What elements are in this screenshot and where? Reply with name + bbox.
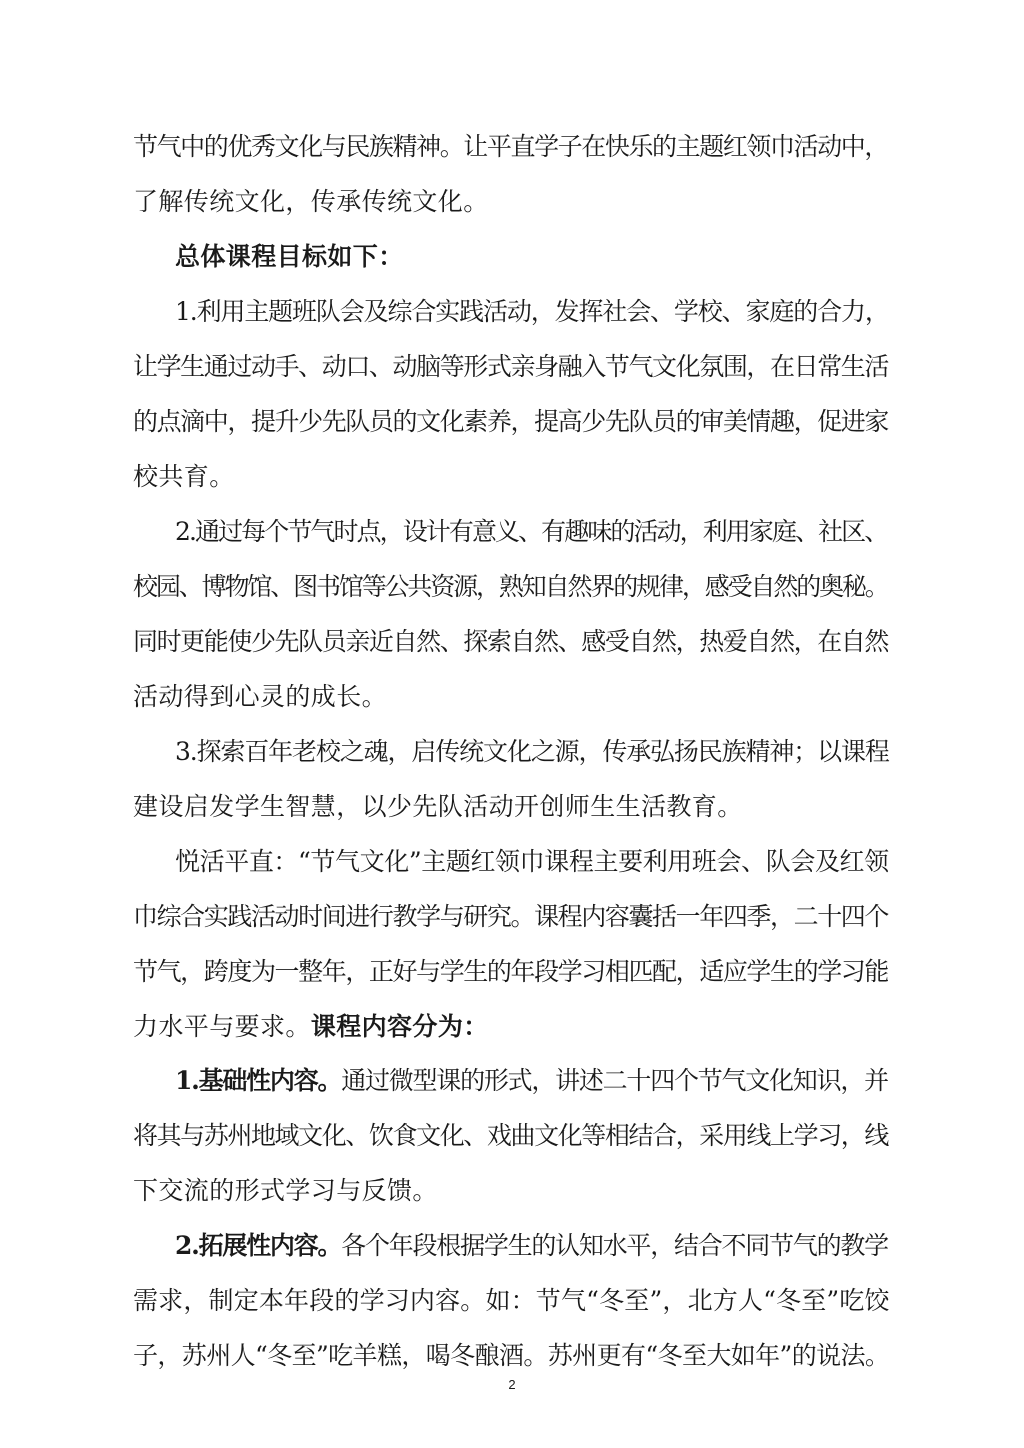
text-segment: 子，苏州人“冬至”吃羊糕，喝冬酿酒。苏州更有“冬至大如年”的说法。 [133, 1341, 890, 1370]
text-segment: 3.探索百年老校之魂，启传统文化之源，传承弘扬民族精神；以课程 [175, 737, 889, 766]
text-segment: 力水平与要求。 [133, 1012, 311, 1041]
text-line [133, 900, 888, 934]
text-line [133, 1174, 438, 1208]
text-segment: 悦活平直：“节气文化”主题红领巾课程主要利用班会、队会及红领 [175, 847, 889, 876]
text-line [175, 845, 889, 879]
text-line [133, 790, 743, 824]
text-segment: 节气中的优秀文化与民族精神。让平直学子在快乐的主题红领巾活动中， [133, 132, 888, 161]
text-line [175, 240, 404, 274]
text-segment: 校共育。 [133, 462, 235, 491]
text-segment: 让学生通过动手、动口、动脑等形式亲身融入节气文化氛围，在日常生活 [133, 352, 888, 381]
page-number: 2 [508, 1377, 516, 1392]
text-line [133, 955, 888, 989]
text-line [175, 1229, 888, 1263]
text-line [133, 1010, 489, 1044]
bold-text-segment: 2.拓展性内容。 [175, 1231, 342, 1260]
text-line [175, 295, 889, 329]
text-line [133, 185, 489, 219]
text-line [175, 735, 889, 769]
text-line [175, 1064, 888, 1098]
text-line [133, 130, 888, 164]
text-segment: 节气，跨度为一整年，正好与学生的年段学习相匹配，适应学生的学习能 [133, 957, 888, 986]
text-segment: 将其与苏州地域文化、饮食文化、戏曲文化等相结合，采用线上学习，线 [133, 1121, 888, 1150]
text-line [133, 460, 235, 494]
text-segment: 了解传统文化，传承传统文化。 [133, 187, 489, 216]
text-segment: 各个年段根据学生的认知水平，结合不同节气的教学 [341, 1231, 888, 1260]
text-line [133, 1339, 889, 1373]
bold-text-segment: 1.基础性内容。 [175, 1066, 342, 1095]
text-line [133, 1284, 890, 1318]
text-segment: 的点滴中，提升少先队员的文化素养，提高少先队员的审美情趣，促进家 [133, 407, 888, 436]
text-segment: 建设启发学生智慧，以少先队活动开创师生生活教育。 [133, 792, 743, 821]
text-segment: 巾综合实践活动时间进行教学与研究。课程内容囊括一年四季，二十四个 [133, 902, 888, 931]
text-line [133, 625, 888, 659]
text-segment: 1.利用主题班队会及综合实践活动，发挥社会、学校、家庭的合力， [175, 297, 889, 326]
text-segment: 2.通过每个节气时点，设计有意义、有趣味的活动，利用家庭、社区、 [175, 517, 888, 546]
text-segment: 校园、博物馆、图书馆等公共资源，熟知自然界的规律，感受自然的奥秘。 [133, 572, 888, 601]
text-line [133, 570, 888, 604]
text-line [133, 1119, 888, 1153]
text-line [133, 350, 888, 384]
text-segment: 下交流的形式学习与反馈。 [133, 1176, 438, 1205]
text-segment: 通过微型课的形式，讲述二十四个节气文化知识，并 [341, 1066, 888, 1095]
text-segment: 同时更能使少先队员亲近自然、探索自然、感受自然，热爱自然，在自然 [133, 627, 888, 656]
bold-text-segment: 总体课程目标如下： [175, 242, 404, 271]
text-segment: 活动得到心灵的成长。 [133, 682, 388, 711]
text-segment: 需求，制定本年段的学习内容。如：节气“冬至”，北方人“冬至”吃饺 [133, 1286, 890, 1315]
text-line [175, 515, 887, 549]
text-line [133, 405, 888, 439]
text-line [133, 680, 387, 714]
bold-text-segment: 课程内容分为： [310, 1012, 489, 1041]
